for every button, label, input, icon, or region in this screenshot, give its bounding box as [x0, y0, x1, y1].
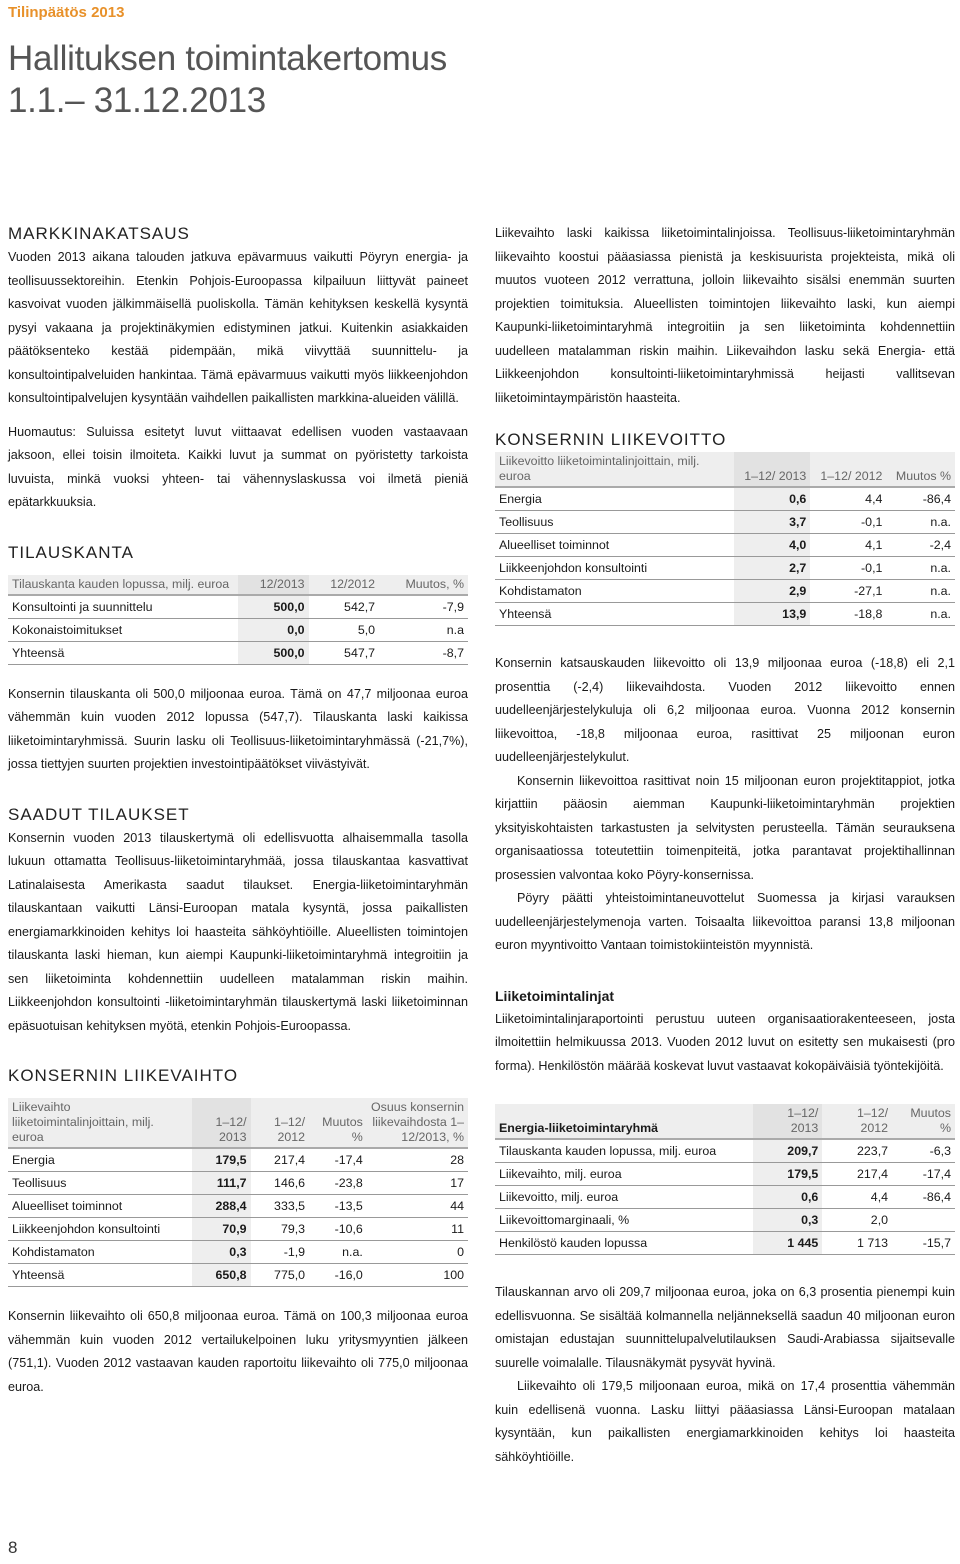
table-header-cell: 1–12/ 2013 [734, 452, 810, 487]
table-cell: 547,7 [309, 641, 380, 664]
table-cell: -0,1 [810, 511, 886, 534]
saadut-tilaukset-heading: SAADUT TILAUKSET [8, 804, 190, 824]
energia-paragraph-2: Liikevaihto oli 179,5 miljoonaan euroa, mikä on 17,4 prosenttia vähemmän kuin edellisenä vuonna. Lasku liittyi pääasiassa Länsi-Euroopan matalaan kysyntään, kun paikallisten energiamarkkinoiden kehitys loi haasteita sähköyhtiöille. [495, 1379, 955, 1464]
table-header-cell: Liikevaihto liiketoimintalinjoittain, milj. euroa [8, 1098, 192, 1148]
table-cell: Kohdistamaton [8, 1241, 192, 1264]
liikevaihto-table [8, 1098, 468, 1287]
table-cell: Liikkeenjohdon konsultointi [495, 557, 734, 580]
table-cell: Tilauskanta kauden lopussa, milj. euroa [495, 1139, 753, 1163]
table-row [8, 618, 468, 641]
table-cell: 542,7 [309, 595, 380, 619]
table-cell: n.a. [886, 557, 955, 580]
table-row [495, 534, 955, 557]
table-cell: Alueelliset toiminnot [495, 534, 734, 557]
table-cell: 1 445 [753, 1232, 823, 1255]
table-header-cell: Osuus konsernin liikevaihdosta 1–12/2013, % [367, 1098, 468, 1148]
table-cell: Henkilöstö kauden lopussa [495, 1232, 753, 1255]
table-cell: 500,0 [238, 595, 309, 619]
table-row [495, 511, 955, 534]
table-cell: 500,0 [238, 641, 309, 664]
table-row [8, 1148, 468, 1172]
table-cell: 5,0 [309, 618, 380, 641]
table-cell: -27,1 [810, 580, 886, 603]
table-cell: -17,4 [892, 1163, 955, 1186]
liikevoitto-heading: KONSERNIN LIIKEVOITTO [495, 430, 727, 449]
tilauskanta-table [8, 575, 468, 665]
table-row [495, 557, 955, 580]
table-cell: 3,7 [734, 511, 810, 534]
table-header-cell: 12/2012 [309, 575, 380, 595]
table-cell: 0,3 [753, 1209, 823, 1232]
left-column [8, 222, 468, 1399]
table-cell: 111,7 [192, 1172, 251, 1195]
table-cell: Kokonaistoimitukset [8, 618, 238, 641]
liikevaihto-heading: KONSERNIN LIIKEVAIHTO [8, 1066, 239, 1085]
table-cell: 1 713 [822, 1232, 892, 1255]
markkinakatsaus-heading: MARKKINAKATSAUS [8, 224, 190, 243]
table-row [8, 1241, 468, 1264]
table-cell: 179,5 [753, 1163, 823, 1186]
liikevoitto-paragraph-1: Konsernin katsauskauden liikevoitto oli 13,9 miljoonaa euroa (-18,8) eli 2,1 prosenttia (-2,4) liikevaihdosta. Vuoden 2012 liikevoitto ennen uudelleenjärjestelykuluja oli 6,2 miljoonaa euroa. Vuonna 2012 konsernin liikevoittoa, -18,8 miljoonaa euroa, rasittivat 25 miljoonan euron uudelleenjärjestelykulut. [495, 656, 955, 764]
liikevoitto-table [495, 452, 955, 626]
table-cell: -15,7 [892, 1232, 955, 1255]
table-cell: 217,4 [822, 1163, 892, 1186]
table-header-cell: Tilauskanta kauden lopussa, milj. euroa [8, 575, 238, 595]
table-row [8, 1218, 468, 1241]
table-cell: Energia [8, 1148, 192, 1172]
page-number: 8 [8, 1538, 18, 1557]
page-title [8, 38, 447, 122]
table-cell: -7,9 [379, 595, 468, 619]
table-cell: 650,8 [192, 1264, 251, 1287]
table-cell: -23,8 [309, 1172, 367, 1195]
table-cell: Teollisuus [8, 1172, 192, 1195]
table-cell: 0,3 [192, 1241, 251, 1264]
saadut-tilaukset-paragraph: Konsernin vuoden 2013 tilauskertymä oli edellisvuotta alhaisemmalla tasolla lukuun ottamatta Teollisuus-liiketoimintaryhmää, jossa tilauskantaa kasvattivat Latinalaisesta Amerikasta saadut tilaukset. Energia-liiketoimintaryhmän tilauskantaan vaikutti Länsi-Euroopan matala kysyntä, jossa paikallisten energiamarkkinoiden kehitys loi haasteita sähköyhtiöille. Alueellisten toimintojen tilauskanta laski hieman, kun aiempi Kaupunki-liiketoimintaryhmä integroitiin ja sen liiketoiminta kohdennettiin uudelleen matalamman riskin maihin. Liikkeenjohdon konsultointi -liiketoimintaryhmän tilauskertymä laski liiketoiminnan epäsuotuisan kehityksen myötä, etenkin Pohjois-Euroopassa. [8, 830, 468, 1033]
table-cell: -6,3 [892, 1139, 955, 1163]
table-row [495, 1209, 955, 1232]
table-cell: -2,4 [886, 534, 955, 557]
table-cell: -1,9 [251, 1241, 310, 1264]
liikevaihto-paragraph-2: Liikevaihto laski kaikissa liiketoimintalinjoissa. Teollisuus-liiketoimintaryhmän liikevaihto koostui pääasiassa pienistä ja keskisuurista projekteista, mikä oli muutos vuoteen 2012 verrattuna, jolloin liikevaihto sisälsi enemmän suurten projektien toimituksia. Alueellisten toimintojen liikevaihto laski, kun aiempi Kaupunki-liiketoimintaryhmä integroitiin ja sen liiketoiminta kohdennettiin uudelleen matalamman riskin maihin. Liikevaihdon lasku sekä Energia- että Liikkeenjohdon konsultointi-liiketoimintaryhmissä heijasti vallitsevan liiketoimintaympäristön haasteita. [495, 226, 955, 405]
table-cell: -10,6 [309, 1218, 367, 1241]
markkinakatsaus-paragraph-2: Huomautus: Suluissa esitetyt luvut viittaavat edellisen vuoden vastaavaan jaksoon, ellei toisin ilmoiteta. Kaikki luvut ja summat on pyöristetty tarkoista luvuista, minkä vuoksi yhteen- tai vähennyslaskussa voi ilmetä pieniä epätarkkuuksia. [8, 424, 468, 509]
table-cell: Konsultointi ja suunnittelu [8, 595, 238, 619]
table-cell: 223,7 [822, 1139, 892, 1163]
table-cell: 79,3 [251, 1218, 310, 1241]
table-header-cell: 12/2013 [238, 575, 309, 595]
table-header-cell: Muutos % [309, 1098, 367, 1148]
table-cell: 44 [367, 1195, 468, 1218]
table-header-cell: 1–12/ 2012 [822, 1104, 892, 1139]
liikevoitto-paragraph-2: Konsernin liikevoittoa rasittivat noin 15 miljoonan euron projektitappiot, jotka kirjattiin pääosin aiemman Kaupunki-liiketoimintaryhmän projektien yksityiskohtaisten tarkastusten ja selvitysten perusteella. Tämän seurauksena organisaatiossa toteutettiin toimenpiteitä, jotka parantavat projektihallinnan prosessien valvontaa koko Pöyry-konsernissa. [495, 773, 955, 882]
page-title-line2: 1.1.– 31.12.2013 [8, 81, 266, 120]
table-cell: 0,6 [734, 487, 810, 511]
table-cell: n.a. [309, 1241, 367, 1264]
table-row [8, 1195, 468, 1218]
table-cell: Energia [495, 487, 734, 511]
table-cell: 11 [367, 1218, 468, 1241]
table-header-cell: Liikevoitto liiketoimintalinjoittain, milj. euroa [495, 452, 734, 487]
table-cell: Alueelliset toiminnot [8, 1195, 192, 1218]
tilauskanta-paragraph: Konsernin tilauskanta oli 500,0 miljoonaa euroa. Tämä on 47,7 miljoonaa euroa vähemmän kuin vuoden 2012 lopussa (547,7). Tilauskanta laski kaikissa liiketoimintaryhmissä. Suurin lasku oli Teollisuus-liiketoimintaryhmässä (-21,7%), jossa tiettyjen suurten projektien investointipäätökset viivästyivät. [8, 686, 468, 771]
tilauskanta-heading: TILAUSKANTA [8, 542, 134, 562]
table-row [495, 1232, 955, 1255]
table-cell: 0,0 [238, 618, 309, 641]
table-cell: 4,1 [810, 534, 886, 557]
table-cell: Yhteensä [8, 1264, 192, 1287]
table-header-cell: Energia-liiketoimintaryhmä [495, 1104, 753, 1139]
table-row [495, 580, 955, 603]
table-cell: -16,0 [309, 1264, 367, 1287]
table-header-cell: 1–12/ 2013 [192, 1098, 251, 1148]
table-cell: 2,9 [734, 580, 810, 603]
energia-paragraph-1: Tilauskannan arvo oli 209,7 miljoonaa euroa, joka on 6,3 prosentia pienempi kuin edellisvuonna. Se sisältää kolmannella neljänneksellä saadun 40 miljoonan euron omistajan edustajan suunnittelupalvelutilauksen Saudi-Arabiassa sijaitsevalle suurelle voimalalle. Tilausnäkymät pysyvät hyvinä. [495, 1285, 955, 1370]
table-row [8, 641, 468, 664]
table-cell: 2,0 [822, 1209, 892, 1232]
table-cell: n.a. [886, 603, 955, 626]
table-cell: -17,4 [309, 1148, 367, 1172]
table-cell: Yhteensä [495, 603, 734, 626]
liiketoimintalinjat-paragraph: Liiketoimintalinjaraportointi perustuu uuteen organisaatiorakenteeseen, josta ilmoitettiin helmikuussa 2013. Vuoden 2012 luvut on esitetty sen mukaisesti (pro forma). Henkilöstön määrää koskevat luvut vastaavat kokopäiväisiä työntekijöitä. [495, 1011, 955, 1073]
document-label: Tilinpäätös 2013 [8, 4, 125, 21]
table-cell: 2,7 [734, 557, 810, 580]
table-cell: -86,4 [886, 487, 955, 511]
table-row [8, 1264, 468, 1287]
table-cell: 100 [367, 1264, 468, 1287]
table-cell: 288,4 [192, 1195, 251, 1218]
table-cell: 209,7 [753, 1139, 823, 1163]
table-cell: -18,8 [810, 603, 886, 626]
table-cell: 4,4 [822, 1186, 892, 1209]
table-cell: Kohdistamaton [495, 580, 734, 603]
table-cell: -8,7 [379, 641, 468, 664]
liikevaihto-paragraph: Konsernin liikevaihto oli 650,8 miljoonaa euroa. Tämä on 100,3 miljoonaa euroa vähemmän kuin vuoden 2012 vertailukelpoinen luku yritysmyyntien jälkeen (751,1). Vuoden 2012 vastaavan kauden raportoitu liikevaihto oli 775,0 miljoonaa euroa. [8, 1309, 468, 1394]
table-cell: 28 [367, 1148, 468, 1172]
table-cell: -13,5 [309, 1195, 367, 1218]
table-cell: 0 [367, 1241, 468, 1264]
table-cell: 70,9 [192, 1218, 251, 1241]
table-cell: 17 [367, 1172, 468, 1195]
table-cell: 146,6 [251, 1172, 310, 1195]
table-cell: 4,0 [734, 534, 810, 557]
right-column [495, 222, 955, 1469]
table-row [495, 603, 955, 626]
table-cell: n.a [379, 618, 468, 641]
table-cell: n.a. [886, 511, 955, 534]
table-cell: Liikevoittomarginaali, % [495, 1209, 753, 1232]
table-cell: 179,5 [192, 1148, 251, 1172]
table-header-cell: 1–12/ 2013 [753, 1104, 823, 1139]
table-header-cell: Muutos, % [379, 575, 468, 595]
table-row [495, 1186, 955, 1209]
table-cell: Teollisuus [495, 511, 734, 534]
table-cell: -86,4 [892, 1186, 955, 1209]
table-cell [892, 1209, 955, 1232]
table-cell: 775,0 [251, 1264, 310, 1287]
energia-table [495, 1104, 955, 1255]
table-row [495, 1139, 955, 1163]
table-cell: Liikkeenjohdon konsultointi [8, 1218, 192, 1241]
table-cell: 4,4 [810, 487, 886, 511]
table-cell: 13,9 [734, 603, 810, 626]
table-header-cell: Muutos % [892, 1104, 955, 1139]
markkinakatsaus-paragraph-1: Vuoden 2013 aikana talouden jatkuva epävarmuus vaikutti Pöyryn energia- ja teollisuussektoreihin. Etenkin Pohjois-Euroopassa kilpailuun liittyvät paineet kasvoivat vuoden jälkimmäisellä puoliskolla. Tämän kehityksen keskellä kysyntä pysyi vakaana ja projektinäkymien edistyminen jatkui. Kuitenkin asiakkaiden päätöksenteko kestää pidempään, mikä viivyttää suunnittelu- ja konsultointipalveluiden hankintaa. Tämä epävarmuus vaikutti myös liikkeenjohdon konsultointipalvelujen kysyntään vaihdellen paikallisten markkina-alueiden välillä. [8, 250, 468, 405]
table-cell: 333,5 [251, 1195, 310, 1218]
table-header-cell: 1–12/ 2012 [810, 452, 886, 487]
table-row [495, 487, 955, 511]
table-row [495, 1163, 955, 1186]
table-cell: -0,1 [810, 557, 886, 580]
table-header-cell: 1–12/ 2012 [251, 1098, 310, 1148]
liikevoitto-paragraph-3: Pöyry päätti yhteistoimintaneuvottelut Suomessa ja kirjasi varauksen uudelleenjärjestelymenoja varten. Toisaalta liikevoittoa paransi 13,8 miljoonan euron myyntivoitto Vantaan toimistokiinteistön myynnistä. [495, 891, 955, 952]
table-row [8, 1172, 468, 1195]
table-cell: 0,6 [753, 1186, 823, 1209]
table-cell: 217,4 [251, 1148, 310, 1172]
liiketoimintalinjat-heading: Liiketoimintalinjat [495, 987, 615, 1004]
table-cell: n.a. [886, 580, 955, 603]
table-cell: Liikevaihto, milj. euroa [495, 1163, 753, 1186]
table-row [8, 595, 468, 619]
table-cell: Liikevoitto, milj. euroa [495, 1186, 753, 1209]
page-title-line1: Hallituksen toimintakertomus [8, 39, 447, 78]
table-header-cell: Muutos % [886, 452, 955, 487]
table-cell: Yhteensä [8, 641, 238, 664]
